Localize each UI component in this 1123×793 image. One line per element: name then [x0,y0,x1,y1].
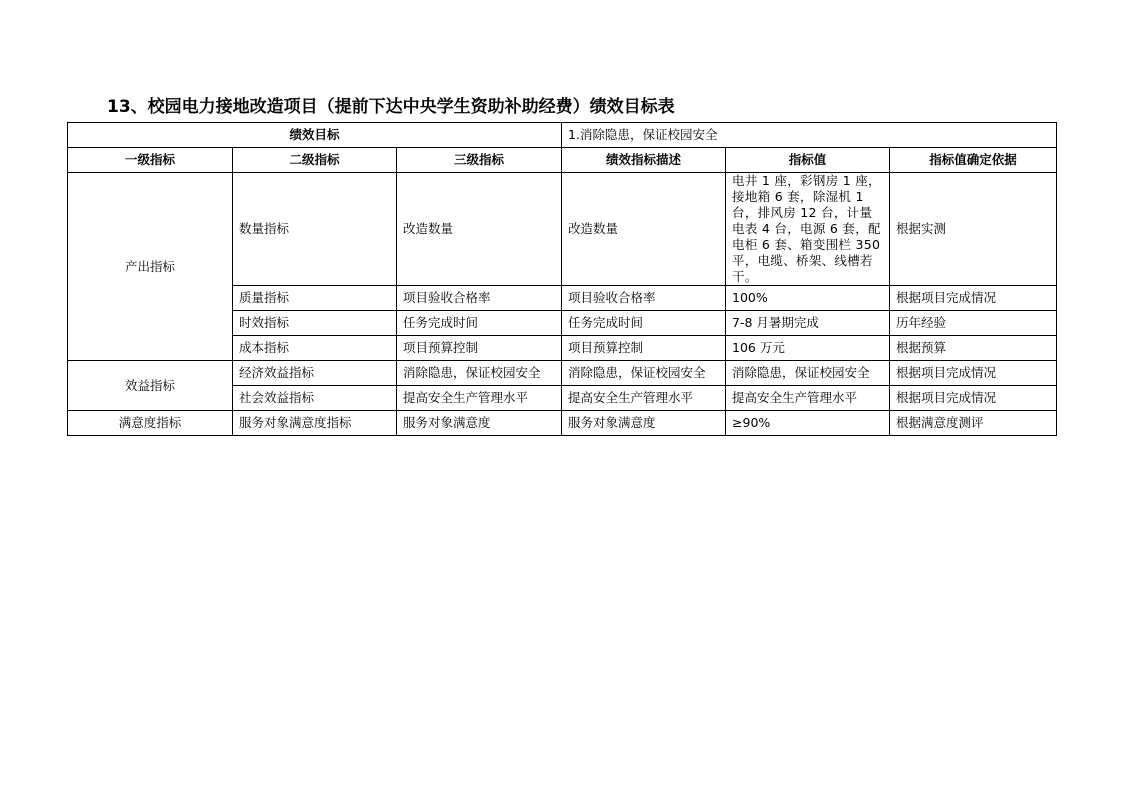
cell-level3: 服务对象满意度 [397,411,562,436]
header-level2: 二级指标 [233,148,397,173]
cell-basis: 根据实测 [890,173,1057,286]
cell-level3: 改造数量 [397,173,562,286]
target-row [68,123,1057,148]
cell-basis: 历年经验 [890,311,1057,336]
header-basis: 指标值确定依据 [890,148,1057,173]
target-label: 绩效目标 [68,123,562,148]
cell-level2: 数量指标 [233,173,397,286]
page-title: 13、校园电力接地改造项目（提前下达中央学生资助补助经费）绩效目标表 [107,97,675,117]
target-value: 1.消除隐患，保证校园安全 [562,123,1057,148]
cell-description: 消除隐患，保证校园安全 [562,361,726,386]
cell-value: ≥90% [726,411,890,436]
cell-level2: 时效指标 [233,311,397,336]
cell-value: 消除隐患，保证校园安全 [726,361,890,386]
cell-description: 提高安全生产管理水平 [562,386,726,411]
cell-value: 106 万元 [726,336,890,361]
header-value: 指标值 [726,148,890,173]
cell-level3: 消除隐患，保证校园安全 [397,361,562,386]
header-row [68,148,1057,173]
cell-basis: 根据满意度测评 [890,411,1057,436]
cell-basis: 根据项目完成情况 [890,286,1057,311]
group-satisfaction: 满意度指标 [68,411,233,436]
group-output: 产出指标 [68,173,233,361]
cell-level2: 社会效益指标 [233,386,397,411]
cell-description: 改造数量 [562,173,726,286]
cell-level3: 项目预算控制 [397,336,562,361]
cell-description: 任务完成时间 [562,311,726,336]
cell-value: 电井 1 座，彩钢房 1 座，接地箱 6 套，除湿机 1 台，排风房 12 台，计量电表 4 台，电源 6 套，配电柜 6 套、箱变围栏 350 平，电缆、桥架、线槽若干。 [726,173,890,286]
cell-basis: 根据项目完成情况 [890,361,1057,386]
cell-level3: 提高安全生产管理水平 [397,386,562,411]
cell-level3: 项目验收合格率 [397,286,562,311]
cell-level2: 成本指标 [233,336,397,361]
cell-value: 100% [726,286,890,311]
cell-basis: 根据预算 [890,336,1057,361]
group-benefit: 效益指标 [68,361,233,411]
cell-description: 服务对象满意度 [562,411,726,436]
performance-target-table [67,122,1057,436]
cell-level2: 服务对象满意度指标 [233,411,397,436]
header-level1: 一级指标 [68,148,233,173]
header-description: 绩效指标描述 [562,148,726,173]
cell-description: 项目预算控制 [562,336,726,361]
cell-value: 提高安全生产管理水平 [726,386,890,411]
cell-value: 7-8 月暑期完成 [726,311,890,336]
cell-level2: 经济效益指标 [233,361,397,386]
table-row [68,173,1057,286]
table-row [68,361,1057,386]
header-level3: 三级指标 [397,148,562,173]
cell-level2: 质量指标 [233,286,397,311]
cell-level3: 任务完成时间 [397,311,562,336]
table-row [68,411,1057,436]
cell-description: 项目验收合格率 [562,286,726,311]
cell-basis: 根据项目完成情况 [890,386,1057,411]
